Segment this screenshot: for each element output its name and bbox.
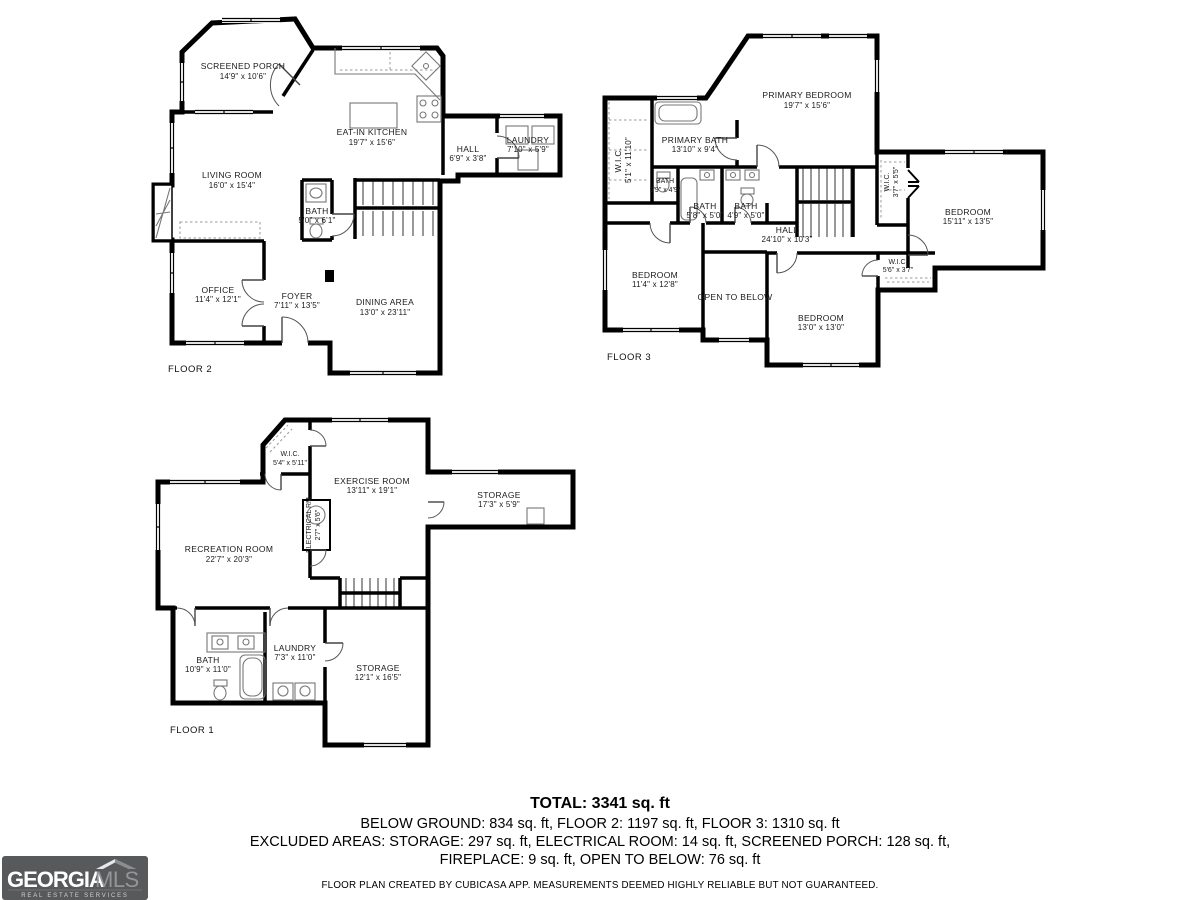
room-name-label: LAUNDRY [506,135,550,145]
room-name-label: OPEN TO BELOW [697,292,773,302]
summary-block [0,795,1200,891]
room-name-label: BATH [196,655,220,665]
room-dims-label: 14'9" x 10'6" [219,72,267,81]
floor-label: FLOOR 1 [170,725,215,736]
room-name-label: BATH [734,201,758,211]
room-dims-label: 5'9" x 4'9" [649,187,681,194]
room-name-label: EXERCISE ROOM [334,476,410,486]
floor-label: FLOOR 3 [607,352,652,363]
room-dims-label: 13'0" x 13'0" [797,323,845,332]
room-name-label: OFFICE [201,285,235,295]
room-name-label: HALL [775,225,799,235]
excluded-areas-text: EXCLUDED AREAS: STORAGE: 297 sq. ft, ELECTRICAL ROOM: 14 sq. ft, SCREENED PORCH: 128 sq. ft, [249,834,951,850]
room-dims-label: 19'7" x 15'6" [783,101,831,110]
room-dims-label: 7'11" x 13'5" [274,301,320,310]
room-dims-label: 10'9" x 11'0" [185,665,231,674]
floor2-walls [154,19,560,373]
room-name-label: LIVING ROOM [202,170,262,180]
room-name-label: W.I.C. [613,147,623,173]
room-dims-label: 15'11" x 13'5" [942,217,994,226]
room-name-label: W.I.C. [280,451,300,458]
room-name-label: W.I.C. [888,259,908,266]
room-name-label: BATH [305,206,329,216]
room-name-label: STORAGE [477,490,521,500]
room-dims-label: 5'8" x 5'0" [686,211,724,220]
room-name-label: W.I.C. [884,172,891,192]
room-name-label: RECREATION ROOM [184,544,274,554]
room-dims-label: 2'7" x 5'6" [315,509,322,541]
floor3-labels [607,90,993,363]
room-dims-label: 13'0" x 23'11" [359,308,411,317]
floor-areas-text: BELOW GROUND: 834 sq. ft, FLOOR 2: 1197 sq. ft, FLOOR 3: 1310 sq. ft [360,816,840,832]
room-name-label: BEDROOM [631,270,679,280]
floor3-doors [650,138,928,276]
room-dims-label: 4'9" x 5'0" [727,211,765,220]
room-dims-label: 6'9" x 3'8" [449,154,487,163]
room-dims-label: 22'7" x 20'3" [205,555,253,564]
room-dims-label: 7'10" x 5'9" [507,145,549,154]
room-name-label: BEDROOM [797,313,845,323]
room-dims-label: 13'10" x 9'4" [671,145,719,154]
room-name-label: BATH [693,201,717,211]
room-name-label: PRIMARY BEDROOM [762,90,852,100]
room-dims-label: 11'4" x 12'8" [632,280,678,289]
room-name-label: SCREENED PORCH [200,61,286,71]
room-name-label: HALL [456,144,480,154]
floor2-plan [150,8,570,380]
room-dims-label: 19'7" x 15'6" [348,138,396,147]
room-dims-label: 16'0" x 15'4" [208,181,256,190]
room-name-label: DINING AREA [355,297,415,307]
room-name-label: EAT-IN KITCHEN [336,127,408,137]
floor-label: FLOOR 2 [168,364,213,375]
georgia-mls-logo [2,856,148,900]
room-name-label: ELECTRICAL RM [306,497,313,553]
room-dims-label: 11'4" x 12'1" [195,295,241,304]
room-dims-label: 5'1" x 11'10" [624,137,633,183]
logo-brand-primary: GEORGIA [7,867,104,892]
logo-brand-secondary: MLS [95,867,139,892]
room-dims-label: 13'11" x 19'1" [346,486,398,495]
room-dims-label: 5'0" x 6'1" [298,216,336,225]
floor1-plan [150,412,580,752]
disclaimer-text: FLOOR PLAN CREATED BY CUBICASA APP. MEASUREMENTS DEEMED HIGHLY RELIABLE BUT NOT GUARANTEED. [321,880,879,891]
floor3-plan [595,20,1050,370]
room-name-label: FOYER [281,291,313,301]
room-dims-label: 7'3" x 11'0" [274,653,316,662]
room-dims-label: 3'7" x 5'5" [893,166,900,198]
room-dims-label: 17'3" x 5'9" [478,500,520,509]
room-name-label: BEDROOM [944,207,992,217]
total-area-text: TOTAL: 3341 sq. ft [530,795,670,812]
room-name-label: LAUNDRY [273,643,317,653]
logo-tagline: REAL ESTATE SERVICES [21,893,129,899]
room-name-label: PRIMARY BATH [661,135,729,145]
room-dims-label: 24'10" x 10'3" [761,235,813,244]
room-dims-label: 12'1" x 16'5" [354,673,402,682]
excluded-areas-text2: FIREPLACE: 9 sq. ft, OPEN TO BELOW: 76 sq. ft [439,852,761,868]
room-name-label: BATH [655,178,675,185]
room-dims-label: 5'4" x 5'11" [273,460,307,467]
room-dims-label: 5'6" x 3'7" [882,267,914,274]
floor1-walls [158,420,573,745]
room-name-label: STORAGE [356,663,400,673]
floor2-labels [168,61,549,375]
